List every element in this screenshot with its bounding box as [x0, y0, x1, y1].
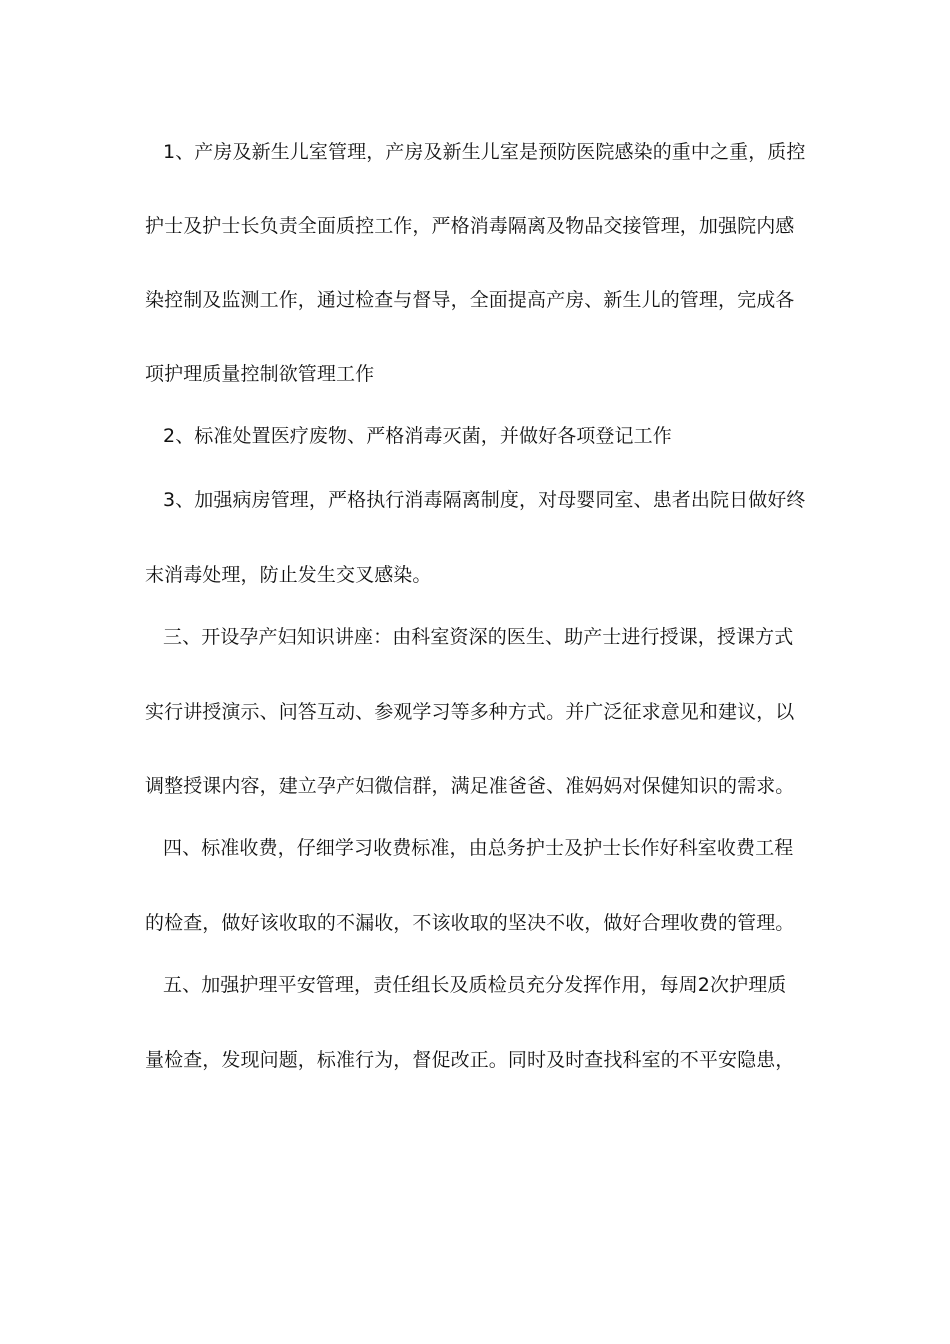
paragraph-line: 三、开设孕产妇知识讲座：由科室资深的医生、助产士进行授课，授课方式: [163, 626, 794, 648]
paragraph-line: 末消毒处理，防止发生交叉感染。: [145, 564, 432, 586]
paragraph-line: 项护理质量控制欲管理工作: [145, 363, 375, 385]
paragraph-line: 调整授课内容，建立孕产妇微信群，满足准爸爸、准妈妈对保健知识的需求。: [145, 775, 795, 797]
paragraph-line: 四、标准收费，仔细学习收费标准，由总务护士及护士长作好科室收费工程: [163, 837, 794, 859]
paragraph-line: 的检查，做好该收取的不漏收，不该收取的坚决不收，做好合理收费的管理。: [145, 912, 795, 934]
paragraph-line: 2、标准处置医疗废物、严格消毒灭菌，并做好各项登记工作: [163, 425, 672, 447]
paragraph-line: 实行讲授演示、问答互动、参观学习等多种方式。并广泛征求意见和建议，以: [145, 701, 795, 723]
paragraph-line: 3、加强病房管理，严格执行消毒隔离制度，对母婴同室、患者出院日做好终: [163, 489, 806, 511]
paragraph-line: 五、加强护理平安管理，责任组长及质检员充分发挥作用，每周2次护理质: [163, 974, 787, 996]
paragraph-line: 染控制及监测工作，通过检查与督导，全面提高产房、新生儿的管理，完成各: [145, 289, 795, 311]
paragraph-line: 护士及护士长负责全面质控工作，严格消毒隔离及物品交接管理，加强院内感: [145, 215, 795, 237]
paragraph-line: 量检查，发现问题，标准行为，督促改正。同时及时查找科室的不平安隐患，: [145, 1049, 795, 1071]
paragraph-line: 1、产房及新生儿室管理，产房及新生儿室是预防医院感染的重中之重，质控: [163, 141, 806, 163]
